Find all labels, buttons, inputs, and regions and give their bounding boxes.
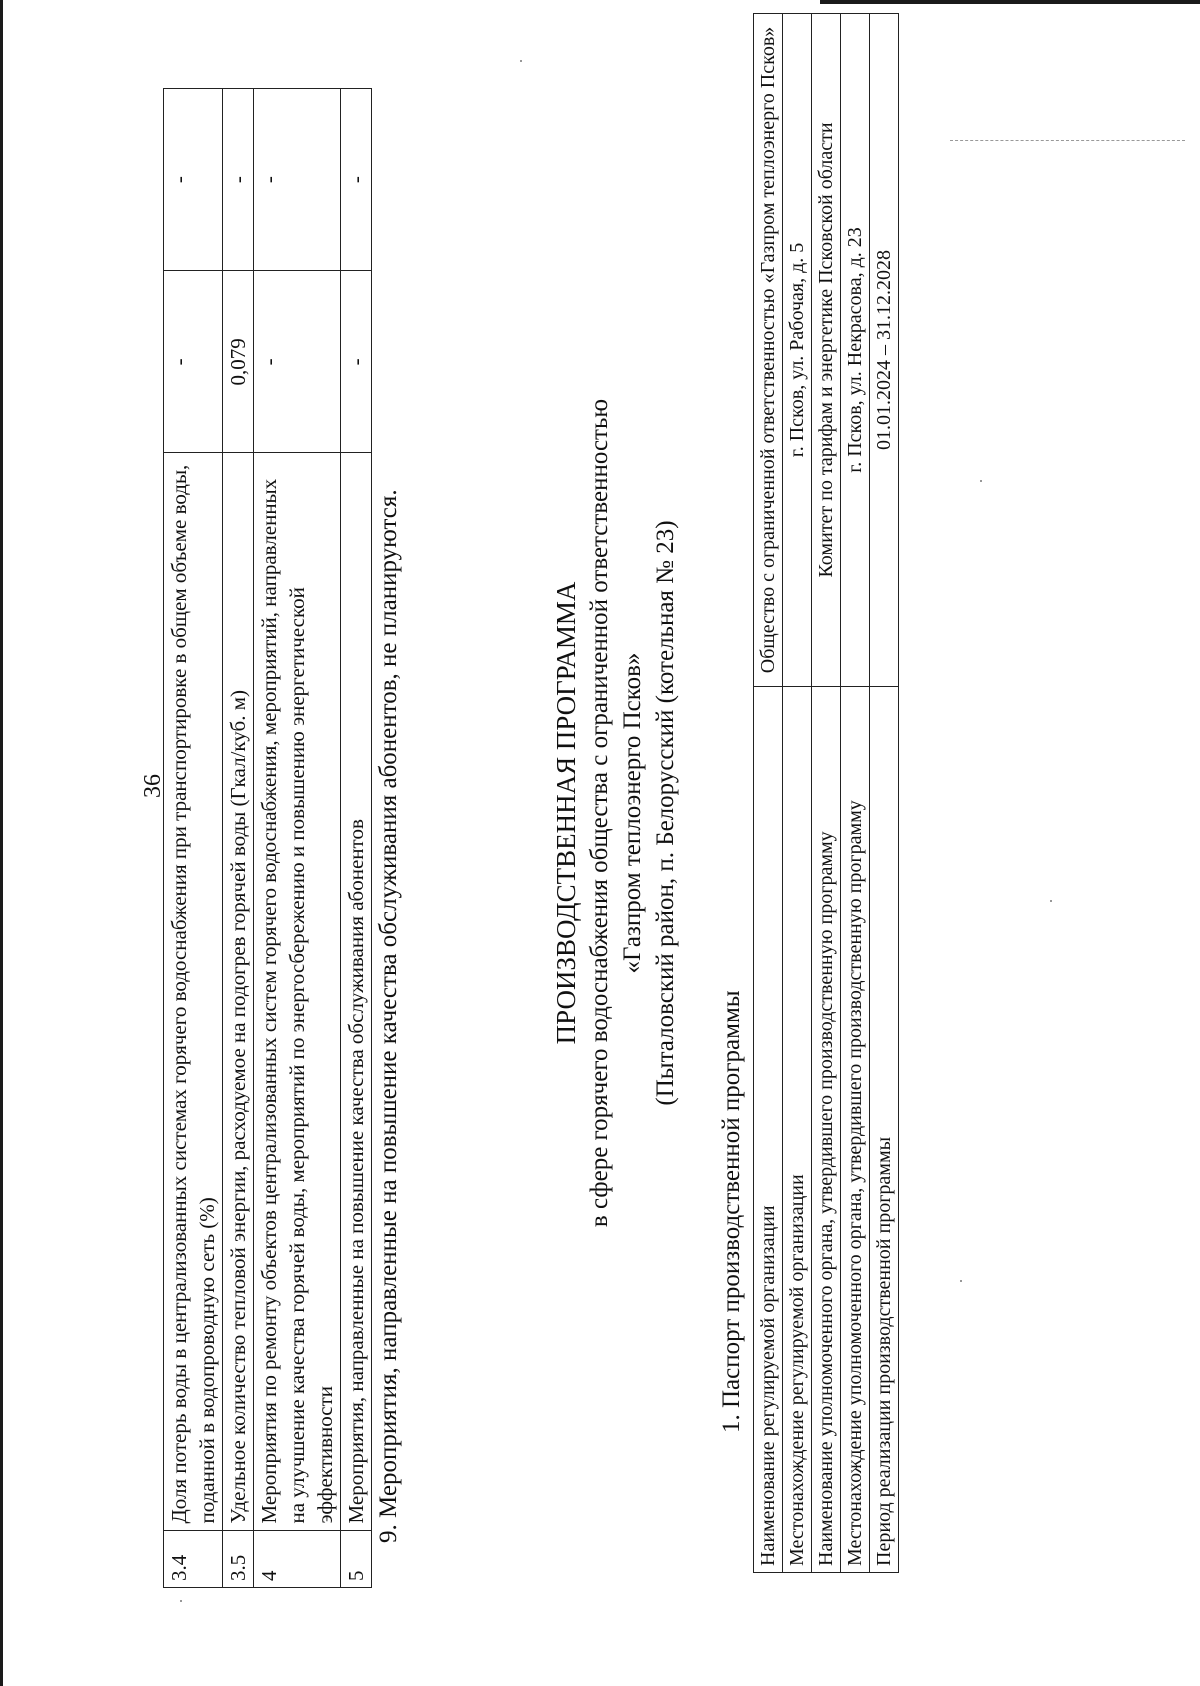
row-value: -	[223, 89, 254, 271]
row-value: 0,079	[223, 271, 254, 453]
scan-edge-top	[820, 0, 1200, 4]
passport-value: Общество с ограниченной ответственностью «Газпром теплоэнерго Псков»	[754, 14, 783, 687]
passport-heading: 1. Паспорт производственной программы	[718, 990, 745, 1433]
rotated-page	[70, 26, 1130, 1643]
table-row	[754, 14, 783, 1573]
passport-label: Период реализации производственной программы	[870, 686, 899, 1572]
row-number: 4	[254, 1530, 341, 1587]
row-value: -	[341, 271, 372, 453]
row-description: Доля потерь воды в централизованных системах горячего водоснабжения при транспортировке в общем объеме воды, поданной в водопроводную сеть (%)	[164, 453, 223, 1530]
passport-label: Наименование уполномоченного органа, утвердившего производственную программу	[812, 686, 841, 1572]
passport-label: Местонахождение уполномоченного органа, утвердившего производственную программу	[841, 686, 870, 1572]
program-location: (Пыталовский район, п. Белорусский (котельная № 23)	[652, 520, 679, 1106]
table-row	[341, 89, 372, 1588]
row-number: 3.4	[164, 1530, 223, 1587]
passport-label: Местонахождение регулируемой организации	[783, 686, 812, 1572]
row-description: Удельное количество тепловой энергии, расходуемое на подогрев горячей воды (Гкал/куб. м)	[223, 453, 254, 1530]
table-row	[870, 14, 899, 1573]
row-value: -	[254, 271, 341, 453]
row-value: -	[164, 271, 223, 453]
passport-value: г. Псков, ул. Некрасова, д. 23	[841, 14, 870, 687]
row-description: Мероприятия, направленные на повышение качества обслуживания абонентов	[341, 453, 372, 1530]
passport-value: 01.01.2024 – 31.12.2028	[870, 14, 899, 687]
row-value: -	[254, 89, 341, 271]
table-row	[223, 89, 254, 1588]
row-value: -	[164, 89, 223, 271]
program-company: «Газпром теплоэнерго Псков»	[619, 652, 646, 974]
program-subtitle-line: в сфере горячего водоснабжения общества с ограниченной ответственностью	[586, 398, 613, 1228]
program-title: ПРОИЗВОДСТВЕННАЯ ПРОГРАММА	[551, 581, 581, 1045]
table-row	[812, 14, 841, 1573]
table-row	[783, 14, 812, 1573]
row-value: -	[341, 89, 372, 271]
passport-table	[753, 13, 899, 1573]
table-row	[164, 89, 223, 1588]
table-row	[254, 89, 341, 1588]
passport-value: г. Псков, ул. Рабочая, д. 5	[783, 14, 812, 687]
section-9-heading: 9. Мероприятия, направленные на повышение качества обслуживания абонентов, не планируются.	[375, 489, 402, 1543]
row-number: 3.5	[223, 1530, 254, 1587]
row-number: 5	[341, 1530, 372, 1587]
program-title-block	[550, 183, 682, 1443]
indicators-table	[163, 88, 372, 1588]
passport-value: Комитет по тарифам и энергетике Псковской области	[812, 14, 841, 687]
scan-edge-left	[0, 0, 3, 1686]
table-row	[841, 14, 870, 1573]
page-number: 36	[140, 774, 166, 798]
passport-label: Наименование регулируемой организации	[754, 686, 783, 1572]
row-description: Мероприятия по ремонту объектов централизованных систем горячего водоснабжения, мероприятий, направленных на улучшение качества горячей воды, мероприятий по энергосбережению и повышению энергетической эффективности	[254, 453, 341, 1530]
